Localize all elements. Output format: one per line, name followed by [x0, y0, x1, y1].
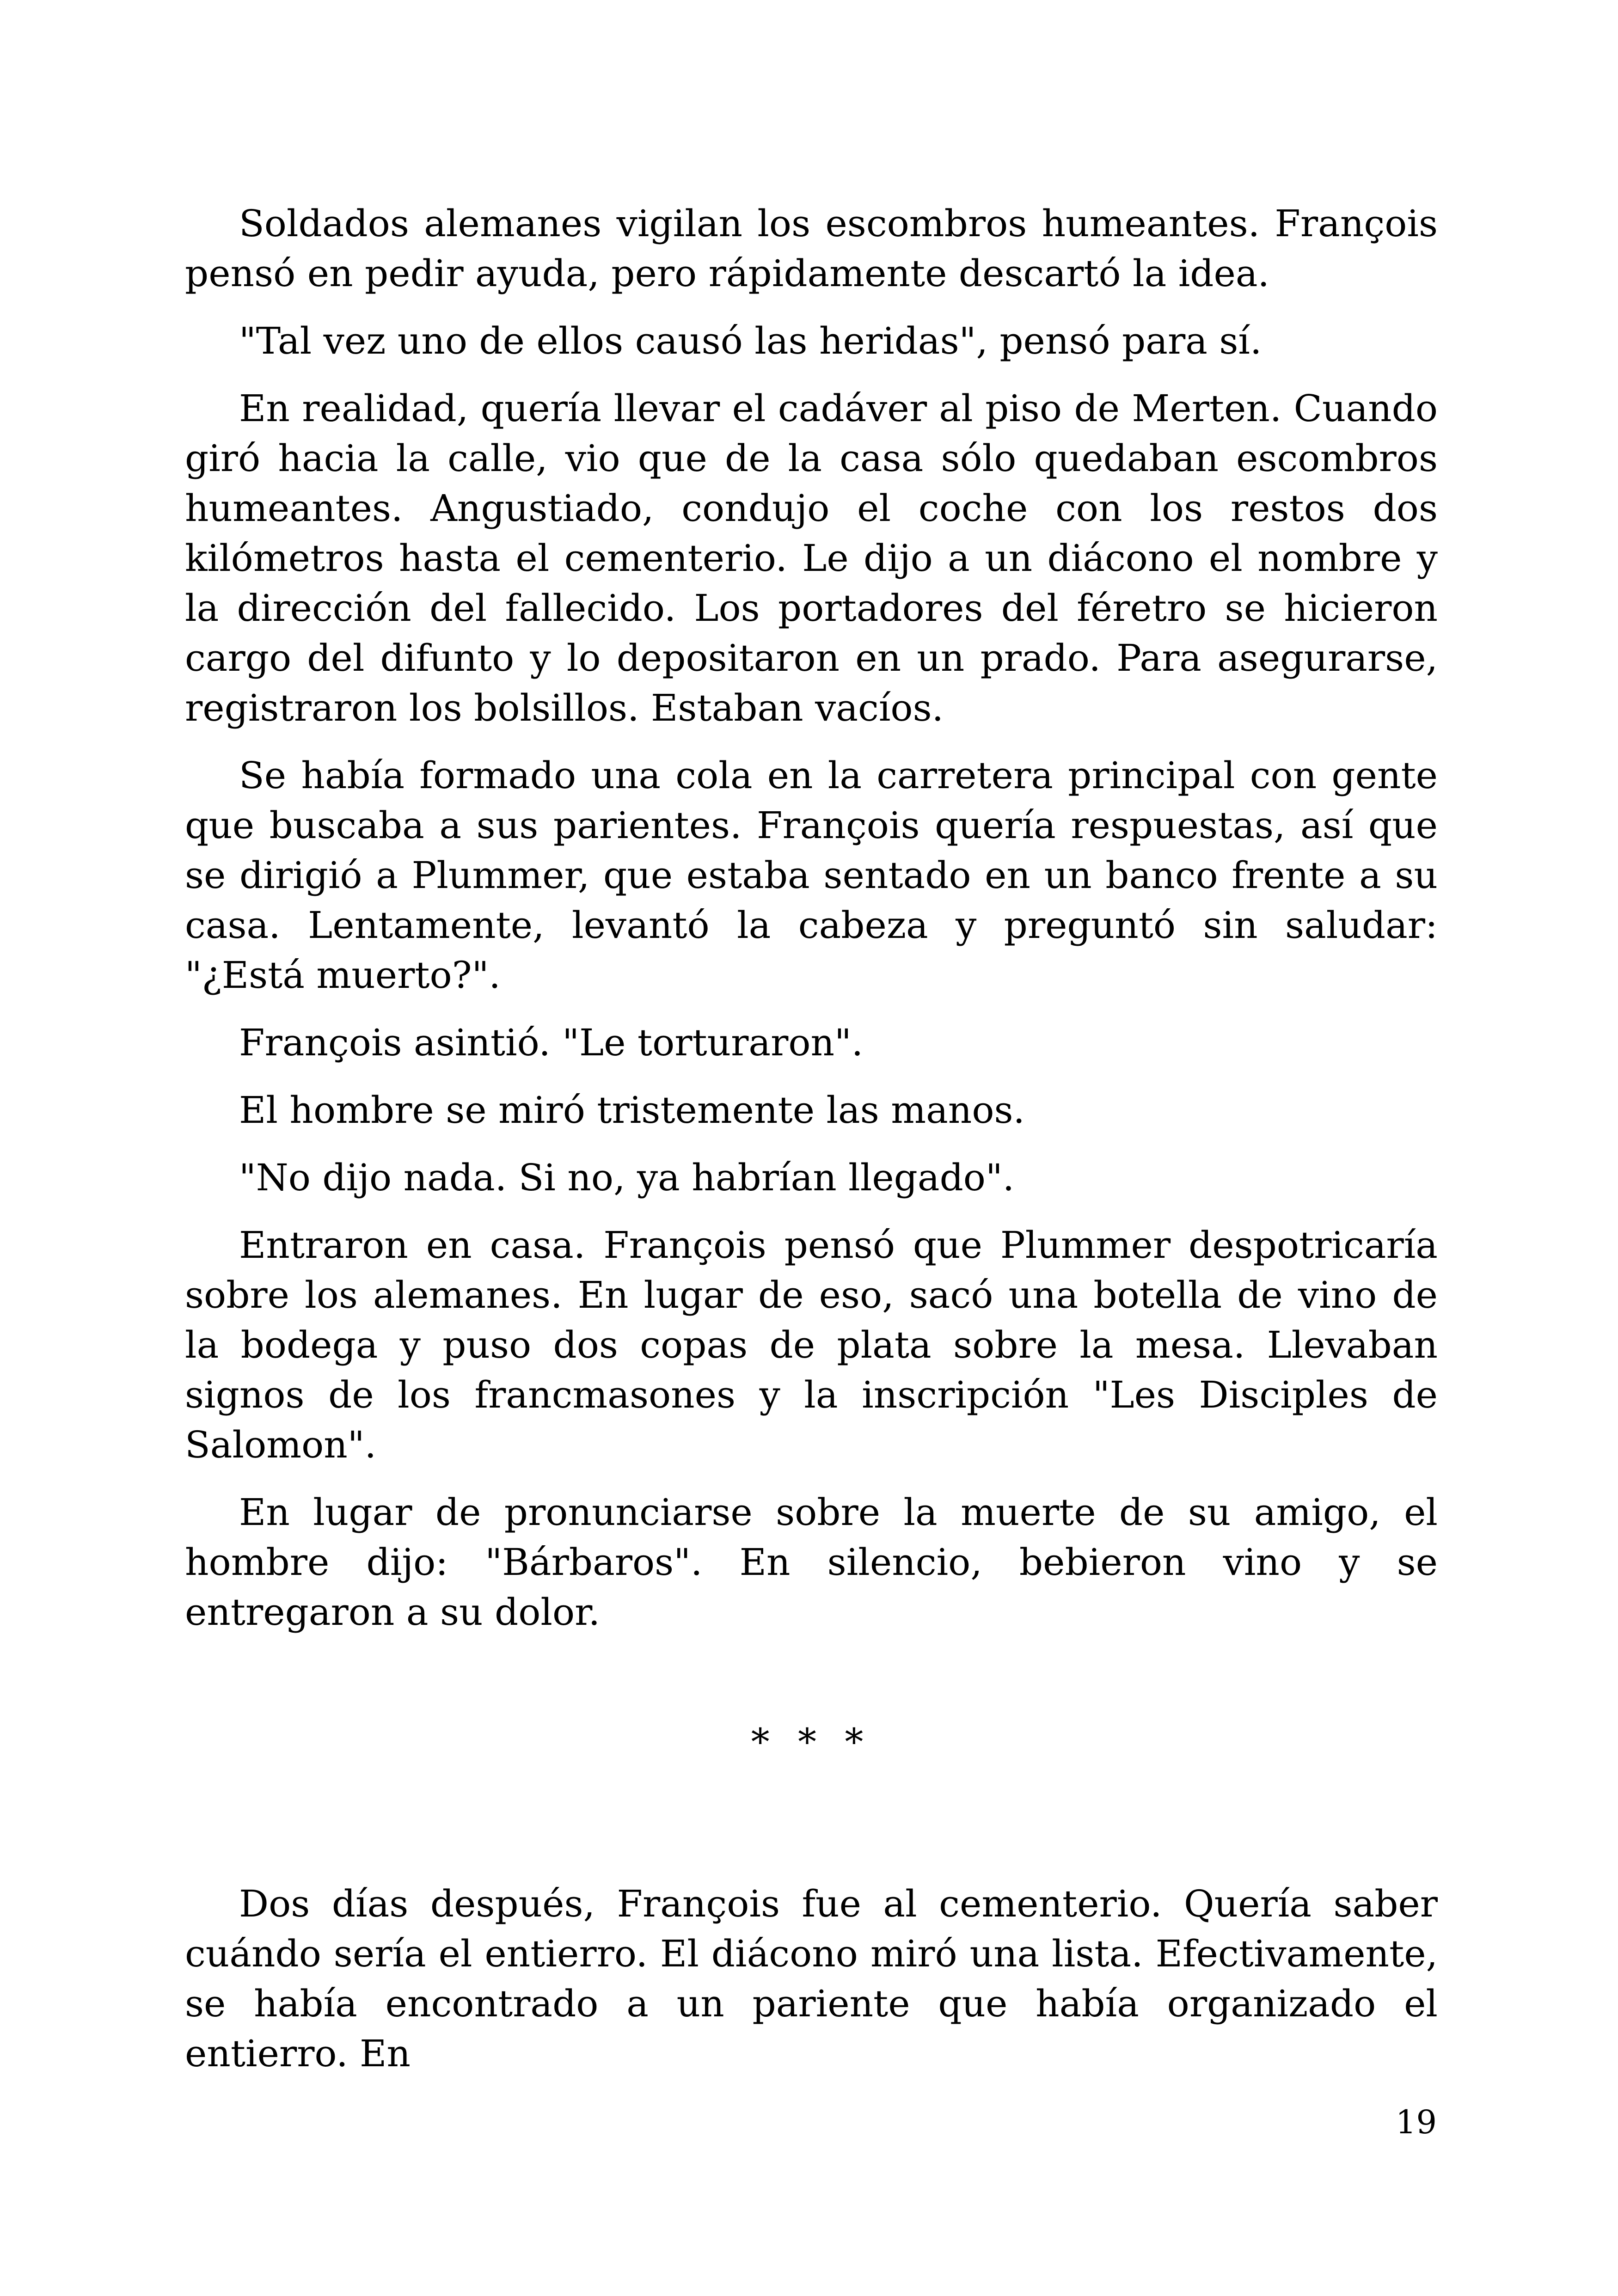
body-text	[185, 199, 1438, 1655]
paragraph: "Tal vez uno de ellos causó las heridas", pensó para sí.	[239, 319, 1262, 362]
scene-break: * * *	[751, 1720, 872, 1763]
body-text-continued	[185, 1879, 1438, 2096]
paragraph: En realidad, quería llevar el cadáver al piso de Merten. Cuando giró hacia la calle, vio que de la casa sólo quedaban escombros humeantes. Angustiado, condujo el coche con los restos dos kilómetros hasta el cementerio. Le dijo a un diácono el nombre y la dirección del fallecido. Los portadores del féretro se hicieron cargo del difunto y lo depositaron en un prado. Para asegurarse, registraron los bolsillos. Estaban vacíos.	[185, 387, 1438, 729]
paragraph: Se había formado una cola en la carretera principal con gente que buscaba a sus parientes. François quería respuestas, así que se dirigió a Plummer, que estaba sentado en un banco frente a su casa. Lentamente, levantó la cabeza y preguntó sin saludar: "¿Está muerto?".	[185, 754, 1438, 997]
paragraph: En lugar de pronunciarse sobre la muerte de su amigo, el hombre dijo: "Bárbaros". En silencio, bebieron vino y se entregaron a su dolor.	[185, 1491, 1438, 1634]
page-number: 19	[1395, 2103, 1437, 2141]
paragraph: El hombre se miró tristemente las manos.	[239, 1089, 1025, 1132]
paragraph: François asintió. "Le torturaron".	[239, 1021, 864, 1064]
paragraph: Entraron en casa. François pensó que Plummer despotricaría sobre los alemanes. En lugar de eso, sacó una botella de vino de la bodega y puso dos copas de plata sobre la mesa. Llevaban signos de los francmasones y la inscripción "Les Disciples de Salomon".	[185, 1224, 1438, 1466]
paragraph: Dos días después, François fue al cementerio. Quería saber cuándo sería el entierro. El diácono miró una lista. Efectivamente, se había encontrado a un pariente que había organizado el entierro. En	[185, 1882, 1438, 2075]
paragraph: "No dijo nada. Si no, ya habrían llegado".	[239, 1156, 1015, 1199]
paragraph: Soldados alemanes vigilan los escombros humeantes. François pensó en pedir ayuda, pero rápidamente descartó la idea.	[185, 202, 1438, 295]
